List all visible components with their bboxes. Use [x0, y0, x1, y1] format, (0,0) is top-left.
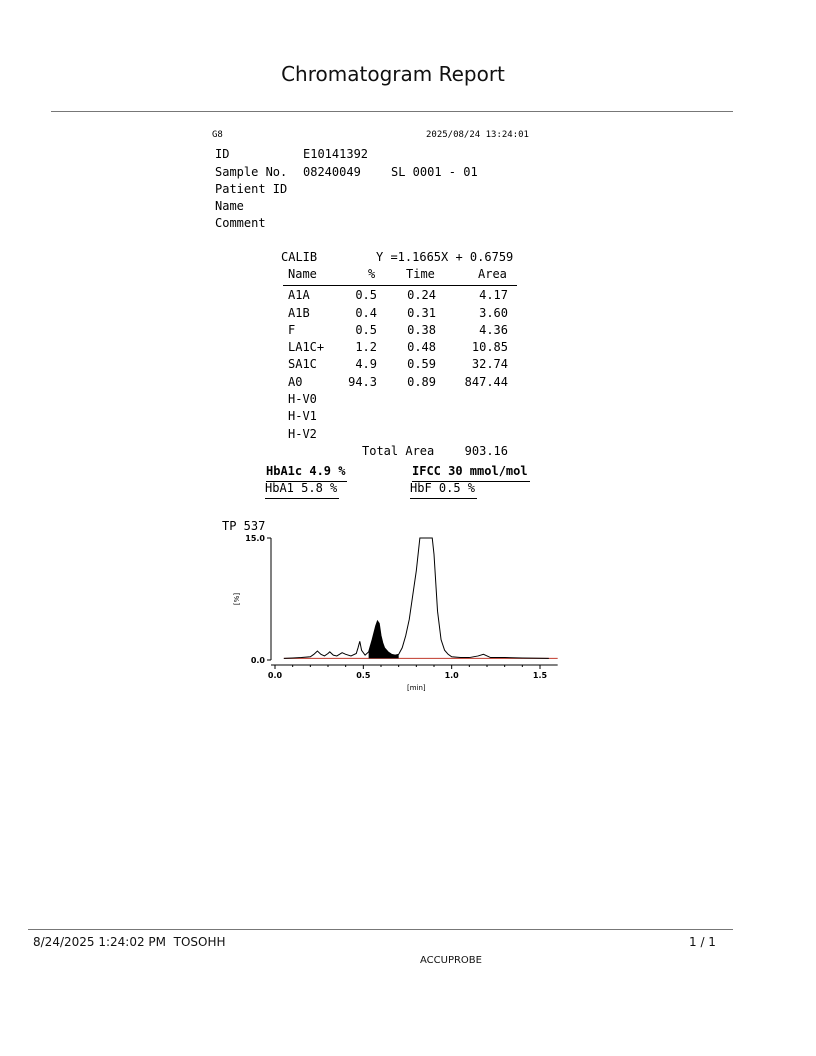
x-tick-label: 1.5 — [532, 671, 548, 680]
report-title: Chromatogram Report — [281, 62, 505, 86]
x-tick-label: 0.5 — [356, 671, 371, 680]
y-tick-label: 15.0 — [245, 534, 265, 543]
row-time: 0.48 — [407, 340, 436, 354]
col-header-time: Time — [406, 267, 435, 281]
footer-divider — [28, 929, 733, 930]
row-time: 0.38 — [407, 323, 436, 337]
total-area-label: Total Area — [362, 444, 435, 458]
row-area: 32.74 — [471, 357, 508, 371]
row-name: LA1C+ — [288, 340, 325, 354]
row-name: SA1C — [288, 357, 317, 371]
row-name: H-V2 — [288, 427, 317, 441]
row-area: 847.44 — [464, 375, 508, 389]
y-tick-label: 0.0 — [250, 656, 265, 665]
calib-equation: Y =1.1665X + 0.6759 — [376, 250, 514, 264]
y-axis-label: [%] — [233, 592, 241, 606]
row-area: 4.36 — [479, 323, 508, 337]
ifcc-result: IFCC 30 mmol/mol — [412, 463, 530, 482]
row-pct: 0.5 — [355, 288, 377, 302]
footer-lab-name: ACCUPROBE — [420, 955, 482, 966]
id-label: ID — [215, 147, 230, 161]
instrument-label: G8 — [212, 130, 223, 140]
row-time: 0.89 — [407, 375, 436, 389]
row-time: 0.24 — [407, 288, 436, 302]
col-header-name: Name — [288, 267, 317, 281]
x-tick-label: 1.0 — [444, 671, 459, 680]
row-time: 0.59 — [407, 357, 436, 371]
sample-label: Sample No. — [215, 165, 288, 179]
row-pct: 94.3 — [348, 375, 377, 389]
row-name: A1B — [288, 306, 310, 320]
table-header-rule — [283, 285, 517, 286]
row-name: H-V1 — [288, 409, 317, 423]
row-area: 4.17 — [479, 288, 508, 302]
sa1c-peak-fill — [369, 621, 399, 658]
row-name: A1A — [288, 288, 310, 302]
chromatogram-trace — [284, 538, 549, 658]
report-datetime: 2025/08/24 13:24:01 — [426, 130, 529, 140]
calib-label: CALIB — [281, 250, 318, 264]
footer-page-number: 1 / 1 — [689, 935, 716, 949]
row-name: F — [288, 323, 296, 337]
row-time: 0.31 — [407, 306, 436, 320]
row-area: 3.60 — [479, 306, 508, 320]
footer-timestamp: 8/24/2025 1:24:02 PM TOSOHH — [33, 935, 226, 949]
row-pct: 0.5 — [355, 323, 377, 337]
patient-id-label: Patient ID — [215, 182, 288, 196]
hbf-result: HbF 0.5 % — [410, 480, 477, 499]
x-axis-label: [min] — [406, 684, 426, 692]
row-name: H-V0 — [288, 392, 317, 406]
total-area-value: 903.16 — [464, 444, 508, 458]
col-header-pct: % — [368, 267, 376, 281]
row-pct: 4.9 — [355, 357, 377, 371]
row-pct: 0.4 — [355, 306, 377, 320]
sl-value: SL 0001 - 01 — [391, 165, 478, 179]
comment-label: Comment — [215, 216, 266, 230]
header-divider — [51, 111, 733, 112]
row-area: 10.85 — [471, 340, 508, 354]
chromatogram-chart — [0, 530, 816, 730]
chart-title: TP 537 — [222, 519, 266, 533]
id-value: E10141392 — [303, 147, 369, 161]
hba1-result: HbA1 5.8 % — [265, 480, 339, 499]
hba1c-result: HbA1c 4.9 % — [266, 463, 347, 482]
sample-value: 08240049 — [303, 165, 361, 179]
col-header-area: Area — [478, 267, 507, 281]
x-tick-label: 0.0 — [267, 671, 283, 680]
row-pct: 1.2 — [355, 340, 377, 354]
row-name: A0 — [288, 375, 303, 389]
name-label: Name — [215, 199, 244, 213]
